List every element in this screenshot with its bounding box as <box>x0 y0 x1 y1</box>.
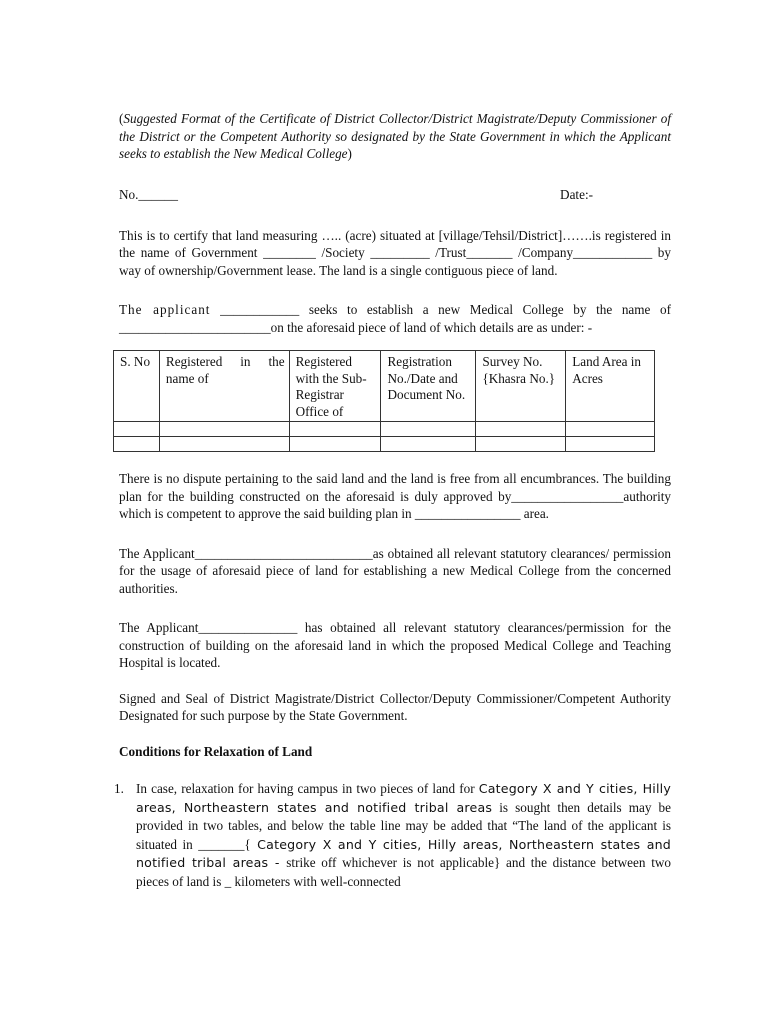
header-land-area: Land Area in Acres <box>566 351 655 422</box>
date-field: Date:- <box>560 186 593 202</box>
header-registered-name: Registered in the name of <box>159 351 289 422</box>
condition-text: is sought then details may be provided in two tables, and below the table line may be added that “The land of the applicant is situated in _______{ <box>136 799 671 852</box>
number-field: No.______ <box>119 186 178 202</box>
list-item <box>114 780 672 891</box>
land-details-table <box>113 350 655 452</box>
header-sno: S. No <box>114 351 160 422</box>
clearance-paragraph-2: The Applicant_______________ has obtained all relevant statutory clearances/permission for the construction of building on the aforesaid land in which the proposed Medical College and Teaching Hospital is located. <box>119 620 671 670</box>
applicant-lead: The applicant <box>119 302 211 317</box>
list-item-number: 1. <box>114 781 124 796</box>
header-sub-registrar: Registered with the Sub-Registrar Office of <box>289 351 381 422</box>
certificate-document <box>114 110 672 891</box>
signed-paragraph: Signed and Seal of District Magistrate/District Collector/Deputy Commissioner/Competent Authority Designated for such purpose by the State Government. <box>119 690 671 723</box>
table-row <box>114 437 655 452</box>
table-row <box>114 422 655 437</box>
certify-paragraph: This is to certify that land measuring ….. (acre) situated at [village/Tehsil/District]…….is registered in the name of Government ________ /Society _________ /Trust_______ /Company____________ by way of ownership/Government lease. The land is a single contiguous piece of land. <box>119 227 671 278</box>
applicant-paragraph <box>119 301 671 336</box>
dispute-paragraph: There is no dispute pertaining to the said land and the land is free from all encumbrances. The building plan for the building constructed on the aforesaid is duly approved by_________________authority which is competent to approve the said building plan in ________________ area. <box>119 471 671 521</box>
heading-open-paren: ( <box>119 111 124 126</box>
clearance-paragraph-1: The Applicant___________________________as obtained all relevant statutory clearances/ permission for the usage of aforesaid piece of land for establishing a new Medical College from the concerned authorities. <box>119 545 671 596</box>
conditions-title: Conditions for Relaxation of Land <box>119 743 313 759</box>
number-date-row <box>119 187 671 203</box>
applicant-rest: ____________ seeks to establish a new Medical College by the name of _______________________on the aforesaid piece of land of which details are as under: - <box>119 302 671 335</box>
conditions-list <box>114 780 672 891</box>
heading-text: Suggested Format of the Certificate of District Collector/District Magistrate/Deputy Commissioner of the District or the Competent Authority so designated by the State Government in which the Applicant seeks to establish the New Medical College <box>119 111 671 161</box>
condition-category-text: Category X and Y cities, Hilly areas, Northeastern states and notified tribal areas <box>136 781 671 815</box>
condition-text: strike off whichever is not applicable} and the distance between two pieces of land is _ kilometers with well-connected <box>136 855 671 889</box>
table-header-row <box>114 351 655 422</box>
document-heading <box>119 110 671 163</box>
heading-close-paren: ) <box>347 146 352 161</box>
header-registration-no: Registration No./Date and Document No. <box>381 351 476 422</box>
header-survey-no: Survey No. {Khasra No.} <box>476 351 566 422</box>
condition-category-text: Category X and Y cities, Hilly areas, Northeastern states and notified tribal areas - <box>136 836 672 870</box>
condition-text: In case, relaxation for having campus in two pieces of land for <box>136 781 479 796</box>
